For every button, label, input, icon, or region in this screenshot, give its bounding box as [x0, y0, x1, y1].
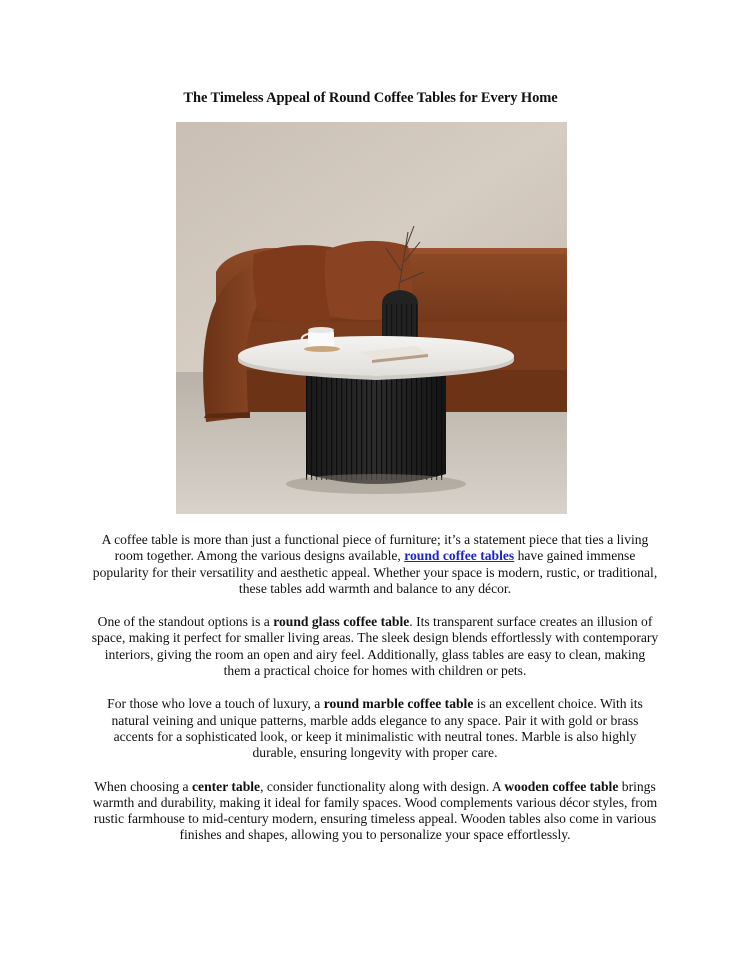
paragraph-intro: [90, 532, 660, 597]
text-run: is an excellent choice. With its natural veining and unique patterns, marble adds elegance to any space. Pair it with gold or brass accents for a sophisticated look, or keep it minimalistic with neutral tones. Marble is also highly durable, ensuring longevity with proper care.: [111, 696, 643, 761]
paragraph-glass-table: [90, 614, 660, 679]
text-run: brings warmth and durability, making it ideal for family spaces. Wood complements various décor styles, from rustic farmhouse to mid-century modern, ensuring timeless appeal. Wooden tables also come in various finishes and shapes, allowing you to personalize your space effortlessly.: [92, 778, 658, 843]
text-run: A coffee table is more than just a functional piece of furniture; it’s a statement piece that ties a living room together. Among the various designs available,: [101, 532, 649, 564]
text-run: One of the standout options is a: [97, 614, 274, 630]
paragraph-marble-table: [90, 696, 660, 761]
text-run: . Its transparent surface creates an illusion of space, making it perfect for smaller living areas. The sleek design blends effortlessly with contemporary interiors, giving the room an open and airy feel. Additionally, glass tables are easy to clean, making them a practical choice for homes with children or pets.: [91, 614, 659, 679]
bold-keyword: round glass coffee table: [273, 614, 410, 630]
round-coffee-tables-link[interactable]: round coffee tables: [404, 548, 515, 564]
text-run: , consider functionality along with design. A: [260, 778, 505, 794]
coffee-table-photo: [176, 122, 567, 514]
text-run: When choosing a: [94, 778, 192, 794]
text-run: For those who love a touch of luxury, a: [107, 696, 324, 712]
article-body: [90, 532, 660, 861]
bold-keyword: wooden coffee table: [504, 778, 619, 794]
bold-keyword: center table: [192, 778, 261, 794]
bold-keyword: round marble coffee table: [323, 696, 474, 712]
paragraph-center-table: [90, 779, 660, 844]
text-run: have gained immense popularity for their versatility and aesthetic appeal. Whether your space is modern, rustic, or traditional, these tables add warmth and balance to any décor.: [92, 548, 658, 596]
document-title: The Timeless Appeal of Round Coffee Tables for Every Home: [183, 90, 558, 106]
